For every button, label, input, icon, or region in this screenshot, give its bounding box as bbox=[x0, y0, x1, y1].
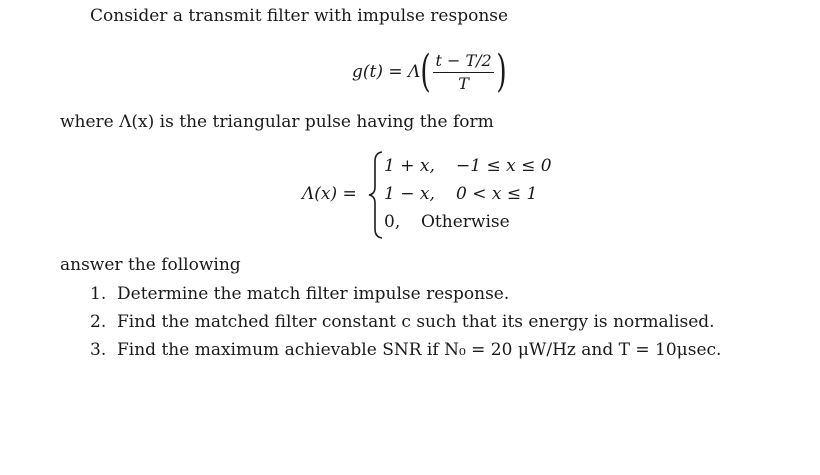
case-condition-3-wrap bbox=[421, 212, 510, 232]
case-value-3: 0, bbox=[384, 212, 401, 232]
case-condition-3: Otherwise bbox=[421, 212, 510, 232]
question-text-1: Determine the match filter impulse response. bbox=[117, 284, 510, 304]
left-paren: ( bbox=[420, 46, 432, 97]
impulse-response-equation bbox=[352, 46, 507, 98]
where-text: where Λ(x) is the triangular pulse having the form bbox=[60, 112, 494, 132]
intro-text: Consider a transmit filter with impulse response bbox=[90, 6, 509, 26]
fraction-numerator: t − T/2 bbox=[433, 52, 493, 73]
fraction bbox=[433, 52, 493, 93]
question-number-1: 1. bbox=[90, 284, 107, 304]
case-row-1 bbox=[384, 156, 435, 176]
equation-lhs: g(t) = Λ bbox=[352, 62, 421, 82]
case-value-1: 1 + x, bbox=[384, 156, 435, 176]
case-row-3 bbox=[384, 212, 400, 232]
case-condition-2: 0 < x ≤ 1 bbox=[456, 184, 538, 204]
case-condition-1: −1 ≤ x ≤ 0 bbox=[456, 156, 552, 176]
piecewise-lhs: Λ(x) = bbox=[302, 184, 357, 204]
question-text-3: Find the maximum achievable SNR if N₀ = 20 μW/Hz and T = 10μsec. bbox=[117, 340, 722, 360]
question-number-3: 3. bbox=[90, 340, 107, 360]
case-row-2 bbox=[384, 184, 435, 204]
left-brace bbox=[368, 151, 384, 239]
case-condition-1-wrap bbox=[456, 156, 552, 176]
question-number-2: 2. bbox=[90, 312, 107, 332]
answer-intro-text: answer the following bbox=[60, 255, 241, 275]
question-text-2: Find the matched filter constant c such that its energy is normalised. bbox=[117, 312, 715, 332]
right-paren: ) bbox=[496, 46, 507, 97]
case-condition-2-wrap bbox=[456, 184, 537, 204]
case-value-2: 1 − x, bbox=[384, 184, 435, 204]
fraction-denominator: T bbox=[458, 73, 469, 93]
